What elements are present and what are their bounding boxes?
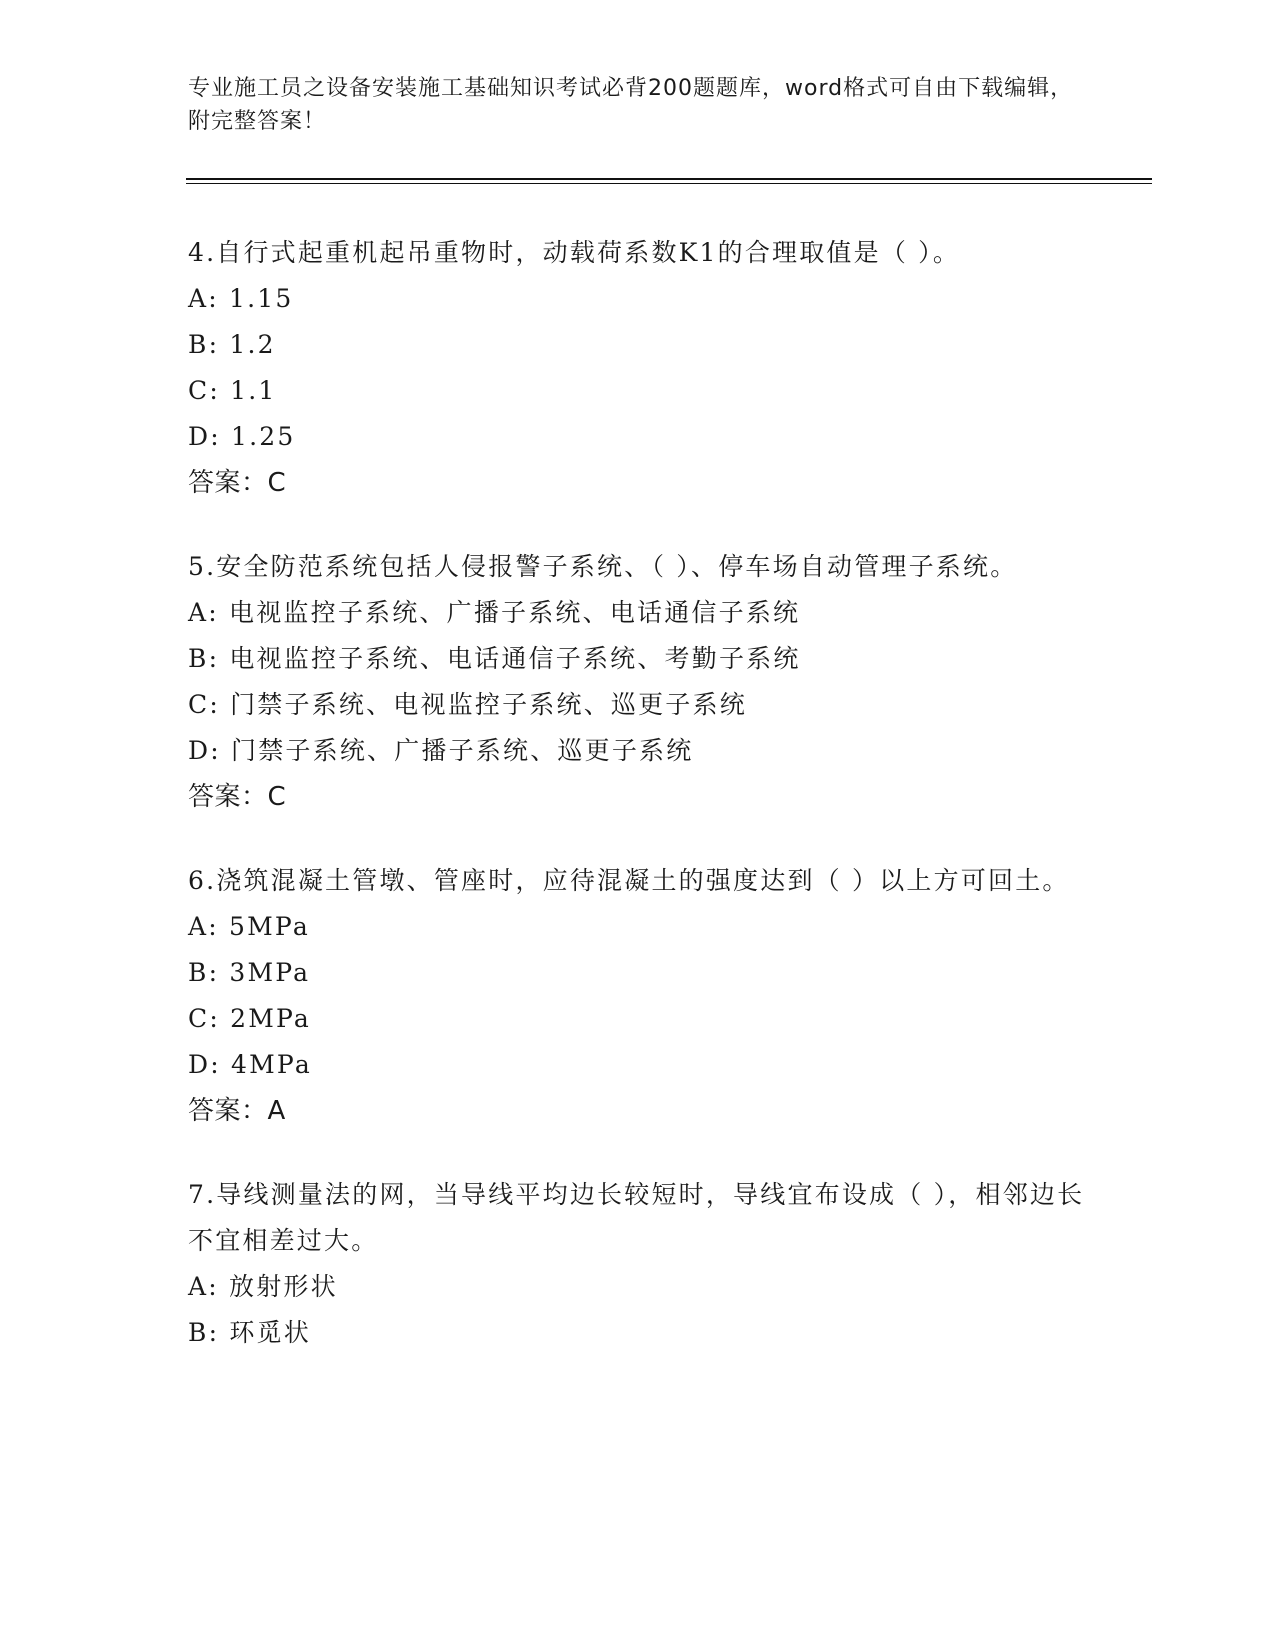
question-stem: 7.导线测量法的网，当导线平均边长较短时，导线宜布设成（ ），相邻边长不宜相差过大。 xyxy=(188,1180,1085,1255)
question-list xyxy=(188,230,1088,1394)
answer-line: 答案：A xyxy=(188,1096,286,1126)
option-b: B: 环觅状 xyxy=(188,1318,311,1347)
option-d: D: 4MPa xyxy=(188,1050,312,1079)
answer-line: 答案：C xyxy=(188,468,287,498)
header-divider-thin xyxy=(186,183,1152,184)
option-a: A: 1.15 xyxy=(188,284,294,313)
option-c: C: 门禁子系统、电视监控子系统、巡更子系统 xyxy=(188,690,747,719)
option-a: A: 5MPa xyxy=(188,912,310,941)
option-d: D: 门禁子系统、广播子系统、巡更子系统 xyxy=(188,736,694,765)
document-title: 专业施工员之设备安装施工基础知识考试必背200题题库，word格式可自由下载编辑，附完整答案！ xyxy=(188,76,1074,134)
question-5 xyxy=(188,544,1088,820)
option-b: B: 1.2 xyxy=(188,330,276,359)
document-header xyxy=(188,72,1088,138)
question-stem: 6.浇筑混凝土管墩、管座时，应待混凝土的强度达到（ ）以上方可回土。 xyxy=(188,866,1070,895)
header-divider-thick xyxy=(186,178,1152,180)
option-a: A: 电视监控子系统、广播子系统、电话通信子系统 xyxy=(188,598,801,627)
question-4 xyxy=(188,230,1088,506)
answer-line: 答案：C xyxy=(188,782,287,812)
option-c: C: 2MPa xyxy=(188,1004,312,1033)
option-a: A: 放射形状 xyxy=(188,1272,338,1301)
question-stem: 5.安全防范系统包括人侵报警子系统、（ ）、停车场自动管理子系统。 xyxy=(188,552,1018,581)
option-c: C: 1.1 xyxy=(188,376,277,405)
question-stem: 4.自行式起重机起吊重物时，动载荷系数K1的合理取值是（ ）。 xyxy=(188,238,961,267)
option-b: B: 3MPa xyxy=(188,958,311,987)
question-6 xyxy=(188,858,1088,1134)
option-d: D: 1.25 xyxy=(188,422,296,451)
option-b: B: 电视监控子系统、电话通信子系统、考勤子系统 xyxy=(188,644,801,673)
question-7 xyxy=(188,1172,1088,1356)
